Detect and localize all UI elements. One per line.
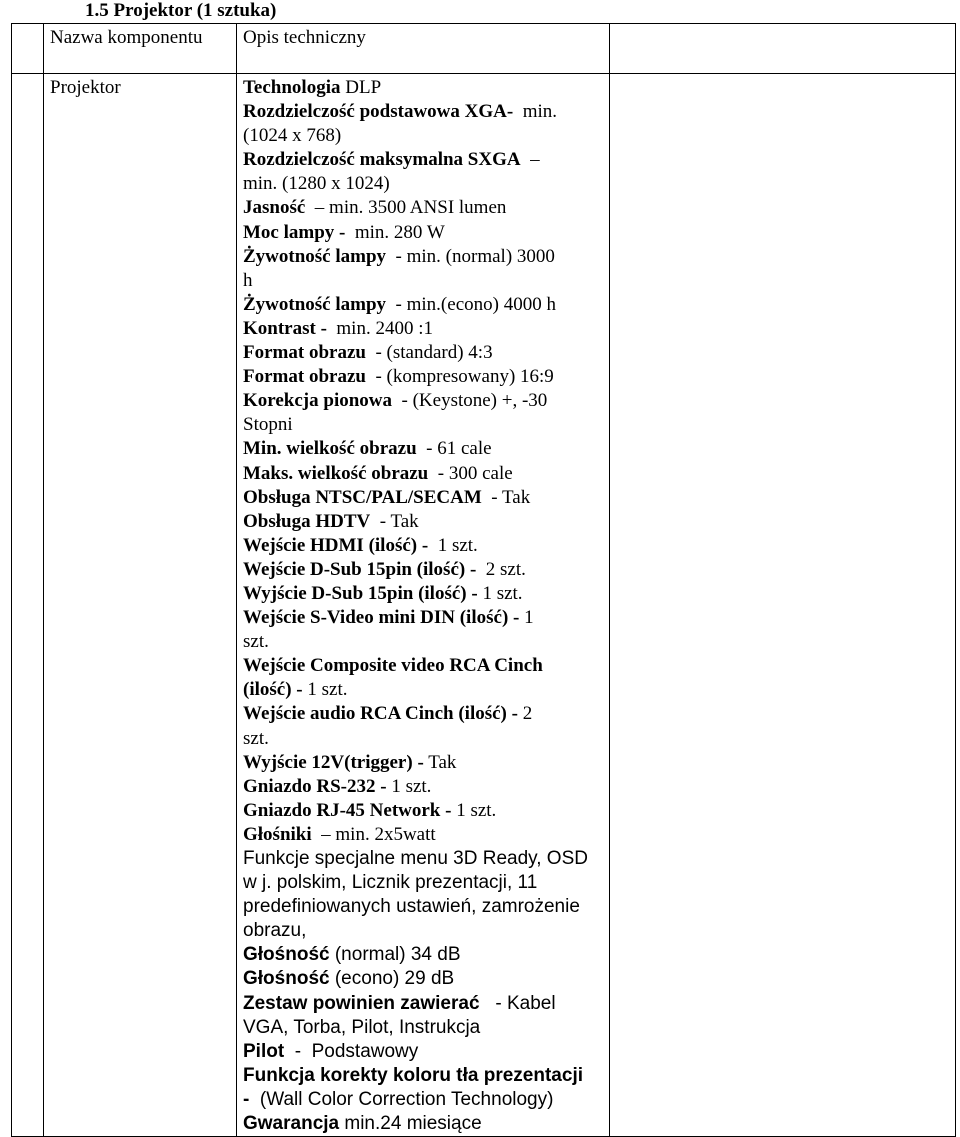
spec-value: min.24 miesiące xyxy=(339,1113,482,1135)
spec-line xyxy=(243,269,603,293)
spec-line xyxy=(243,510,603,534)
spec-label: Min. wielkość obrazu xyxy=(243,438,417,460)
spec-value: - Tak xyxy=(370,510,419,532)
spec-line xyxy=(243,365,603,389)
blank-cell xyxy=(610,24,956,74)
spec-label: Żywotność lampy xyxy=(243,293,387,315)
spec-value: min. 280 W xyxy=(345,221,445,243)
spec-label: Gniazdo RJ-45 Network - xyxy=(243,799,452,821)
spec-line xyxy=(243,413,603,437)
spec-line xyxy=(243,847,603,871)
spec-line xyxy=(243,992,603,1016)
spec-line xyxy=(243,293,603,317)
spec-line xyxy=(243,1064,603,1088)
spec-line xyxy=(243,148,603,172)
spec-value: min. xyxy=(513,101,557,123)
spec-label: Moc lampy - xyxy=(243,221,346,243)
spec-label: Gniazdo RS-232 - xyxy=(243,775,387,797)
spec-line xyxy=(243,196,603,220)
spec-line xyxy=(243,486,603,510)
spec-value: - Podstawowy xyxy=(284,1040,419,1062)
spec-line xyxy=(243,823,603,847)
spec-label: Wejście HDMI (ilość) - xyxy=(243,534,429,556)
column-header-name: Nazwa komponentu xyxy=(44,24,237,74)
spec-label: Gwarancja xyxy=(243,1113,340,1135)
spec-value: szt. xyxy=(243,727,269,749)
spec-label: Wyjście D-Sub 15pin (ilość) - xyxy=(243,582,478,604)
spec-value: - min.(econo) 4000 h xyxy=(386,293,556,315)
spec-line xyxy=(243,221,603,245)
spec-value: - Tak xyxy=(481,486,531,508)
spec-value: 1 szt. xyxy=(477,582,523,604)
spec-value: 1 szt. xyxy=(451,799,497,821)
spec-value: predefiniowanych ustawień, zamrożenie xyxy=(243,896,580,918)
spec-line xyxy=(243,799,603,823)
spec-line xyxy=(243,606,603,630)
spec-value: 1 szt. xyxy=(386,775,432,797)
spec-label: Głośność xyxy=(243,944,330,966)
spec-label: Korekcja pionowa xyxy=(243,390,393,412)
component-name: Projektor xyxy=(44,74,237,1137)
spec-line xyxy=(243,172,603,196)
spec-value: – min. 3500 ANSI lumen xyxy=(305,197,507,219)
spec-label: (ilość) - xyxy=(243,679,303,701)
spec-line xyxy=(243,1040,603,1064)
spec-value: - Kabel xyxy=(479,992,556,1014)
spec-label: Funkcja korekty koloru tła prezentacji xyxy=(243,1064,583,1086)
spec-label: Rozdzielczość maksymalna SXGA xyxy=(243,149,521,171)
spec-value: DLP xyxy=(340,77,382,98)
spec-label: Maks. wielkość obrazu xyxy=(243,462,429,484)
spec-label: Rozdzielczość podstawowa XGA- xyxy=(243,101,514,123)
spec-line xyxy=(243,1016,603,1040)
spec-line xyxy=(243,630,603,654)
spec-value: 1 szt. xyxy=(428,534,478,556)
spec-value: min. 2400 :1 xyxy=(326,317,433,339)
spec-line xyxy=(243,341,603,365)
spec-label: Obsługa NTSC/PAL/SECAM xyxy=(243,486,482,508)
spec-value: (econo) 29 dB xyxy=(329,968,455,990)
spec-label: Wejście audio RCA Cinch (ilość) - xyxy=(243,703,518,725)
spec-value: obrazu, xyxy=(243,920,307,942)
spec-label: Wejście S-Video mini DIN (ilość) - xyxy=(243,607,520,629)
spec-value: Stopni xyxy=(243,414,293,436)
spec-line xyxy=(243,678,603,702)
spec-line xyxy=(243,558,603,582)
table-header-row xyxy=(12,24,956,74)
spec-line xyxy=(243,1112,603,1136)
technical-description xyxy=(237,74,610,1137)
spec-value: (normal) 34 dB xyxy=(329,944,461,966)
spec-value: - (standard) 4:3 xyxy=(365,342,493,364)
spec-label: Obsługa HDTV xyxy=(243,510,371,532)
spec-value: (1024 x 768) xyxy=(243,125,342,147)
spec-line xyxy=(243,76,603,100)
spec-value: - (Keystone) +, -30 xyxy=(392,390,548,412)
spec-line xyxy=(243,100,603,124)
blank-cell xyxy=(12,74,44,1137)
spec-label: Głośniki xyxy=(243,823,312,845)
spec-line xyxy=(243,317,603,341)
spec-value: (Wall Color Correction Technology) xyxy=(249,1088,554,1110)
spec-value: – min. 2x5watt xyxy=(311,823,436,845)
blank-cell xyxy=(12,24,44,74)
blank-cell xyxy=(610,74,956,1137)
spec-line xyxy=(243,895,603,919)
spec-value: VGA, Torba, Pilot, Instrukcja xyxy=(243,1016,481,1038)
spec-line xyxy=(243,124,603,148)
spec-label: Jasność xyxy=(243,197,306,219)
spec-label: Format obrazu xyxy=(243,342,366,364)
spec-value: 1 xyxy=(519,607,534,629)
spec-value: Tak xyxy=(423,751,457,773)
spec-line xyxy=(243,389,603,413)
spec-value: h xyxy=(243,269,253,291)
spec-value: - 300 cale xyxy=(428,462,513,484)
column-header-description: Opis techniczny xyxy=(237,24,610,74)
spec-line xyxy=(243,967,603,991)
spec-label: Zestaw powinien zawierać xyxy=(243,992,480,1014)
spec-line xyxy=(243,582,603,606)
spec-label: Technologia xyxy=(243,77,341,98)
section-heading: 1.5 Projektor (1 sztuka) xyxy=(85,0,277,21)
spec-line xyxy=(243,462,603,486)
spec-label: Pilot xyxy=(243,1040,285,1062)
spec-value: 2 xyxy=(517,703,533,725)
spec-line xyxy=(243,775,603,799)
spec-value: 2 szt. xyxy=(476,558,526,580)
spec-line xyxy=(243,1088,603,1112)
spec-value: – xyxy=(520,149,540,171)
spec-value: w j. polskim, Licznik prezentacji, 11 xyxy=(243,872,538,894)
spec-label: Format obrazu xyxy=(243,366,366,388)
spec-value: Funkcje specjalne menu 3D Ready, OSD xyxy=(243,848,588,869)
spec-label: Wyjście 12V(trigger) - xyxy=(243,751,424,773)
spec-line xyxy=(243,702,603,726)
spec-value: min. (1280 x 1024) xyxy=(243,173,390,195)
spec-line xyxy=(243,654,603,678)
spec-value: - 61 cale xyxy=(416,438,492,460)
spec-line xyxy=(243,871,603,895)
spec-label: Kontrast - xyxy=(243,317,327,339)
spec-label: Wejście D-Sub 15pin (ilość) - xyxy=(243,558,477,580)
spec-line xyxy=(243,437,603,461)
spec-line xyxy=(243,943,603,967)
spec-value: - min. (normal) 3000 xyxy=(386,245,555,267)
spec-label: - xyxy=(243,1088,250,1110)
spec-line xyxy=(243,919,603,943)
spec-table xyxy=(11,23,956,1137)
spec-line xyxy=(243,727,603,751)
spec-label: Głośność xyxy=(243,968,330,990)
spec-line xyxy=(243,245,603,269)
table-row xyxy=(12,74,956,1137)
spec-line xyxy=(243,751,603,775)
spec-value: 1 szt. xyxy=(302,679,348,701)
spec-value: szt. xyxy=(243,631,269,653)
spec-label: Żywotność lampy xyxy=(243,245,387,267)
spec-value: - (kompresowany) 16:9 xyxy=(365,366,554,388)
spec-label: Wejście Composite video RCA Cinch xyxy=(243,655,543,677)
spec-line xyxy=(243,534,603,558)
